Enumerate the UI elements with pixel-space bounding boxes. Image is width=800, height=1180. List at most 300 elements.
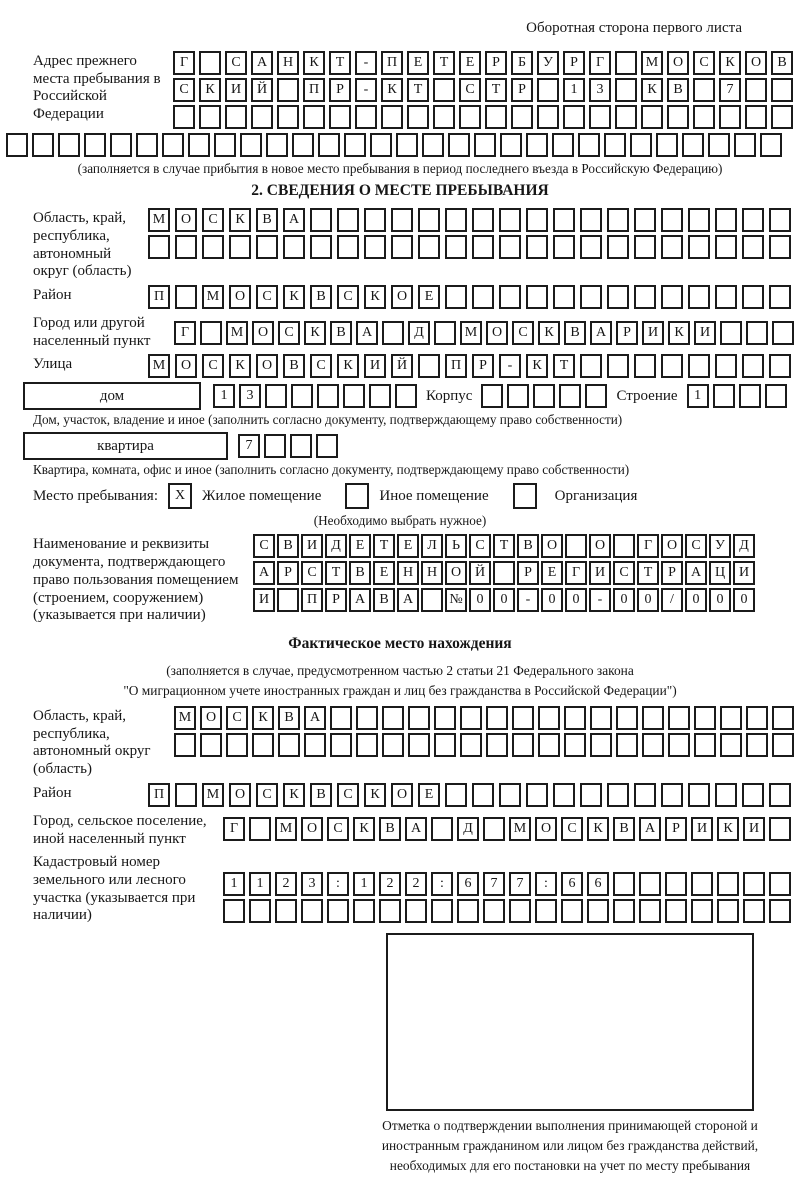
char-cell[interactable]: Т: [329, 51, 351, 75]
char-cell[interactable]: [460, 733, 482, 757]
char-cell[interactable]: [661, 208, 683, 232]
char-cell[interactable]: [290, 434, 312, 458]
char-cell[interactable]: О: [445, 561, 467, 585]
char-cell[interactable]: В: [379, 817, 401, 841]
char-cell[interactable]: М: [641, 51, 663, 75]
char-cell[interactable]: [742, 354, 764, 378]
char-cell[interactable]: Е: [373, 561, 395, 585]
char-cell[interactable]: [418, 235, 440, 259]
char-cell[interactable]: О: [175, 208, 197, 232]
char-cell[interactable]: [353, 899, 375, 923]
char-cell[interactable]: Г: [589, 51, 611, 75]
char-cell[interactable]: Г: [174, 321, 196, 345]
char-cell[interactable]: :: [431, 872, 453, 896]
char-cell[interactable]: [743, 899, 765, 923]
char-cell[interactable]: В: [564, 321, 586, 345]
char-cell[interactable]: 7: [238, 434, 260, 458]
char-cell[interactable]: М: [275, 817, 297, 841]
char-cell[interactable]: [745, 78, 767, 102]
char-cell[interactable]: [277, 588, 299, 612]
char-cell[interactable]: [391, 235, 413, 259]
char-cell[interactable]: [760, 133, 782, 157]
char-cell[interactable]: И: [642, 321, 664, 345]
char-cell[interactable]: И: [589, 561, 611, 585]
char-cell[interactable]: [512, 706, 534, 730]
char-cell[interactable]: [538, 706, 560, 730]
char-cell[interactable]: С: [561, 817, 583, 841]
char-cell[interactable]: 1: [213, 384, 235, 408]
char-cell[interactable]: С: [202, 354, 224, 378]
char-cell[interactable]: [472, 208, 494, 232]
char-cell[interactable]: [578, 133, 600, 157]
char-cell[interactable]: [214, 133, 236, 157]
char-cell[interactable]: 2: [275, 872, 297, 896]
char-cell[interactable]: [742, 235, 764, 259]
char-cell[interactable]: М: [148, 354, 170, 378]
char-cell[interactable]: [459, 105, 481, 129]
char-cell[interactable]: Е: [397, 534, 419, 558]
char-cell[interactable]: К: [381, 78, 403, 102]
char-cell[interactable]: -: [355, 51, 377, 75]
char-cell[interactable]: [715, 208, 737, 232]
char-cell[interactable]: К: [526, 354, 548, 378]
char-cell[interactable]: [688, 285, 710, 309]
char-cell[interactable]: [472, 783, 494, 807]
char-cell[interactable]: [607, 208, 629, 232]
char-cell[interactable]: Д: [408, 321, 430, 345]
checkbox-organization[interactable]: [513, 483, 537, 509]
char-cell[interactable]: [661, 354, 683, 378]
char-cell[interactable]: Л: [421, 534, 443, 558]
char-cell[interactable]: Е: [407, 51, 429, 75]
char-cell[interactable]: [304, 733, 326, 757]
char-cell[interactable]: В: [667, 78, 689, 102]
char-cell[interactable]: С: [225, 51, 247, 75]
char-cell[interactable]: О: [301, 817, 323, 841]
char-cell[interactable]: [769, 354, 791, 378]
char-cell[interactable]: /: [661, 588, 683, 612]
char-cell[interactable]: [395, 384, 417, 408]
char-cell[interactable]: [553, 285, 575, 309]
char-cell[interactable]: [175, 783, 197, 807]
char-cell[interactable]: [148, 235, 170, 259]
char-cell[interactable]: К: [229, 208, 251, 232]
char-cell[interactable]: М: [460, 321, 482, 345]
char-cell[interactable]: Е: [459, 51, 481, 75]
char-cell[interactable]: [278, 733, 300, 757]
char-cell[interactable]: Т: [433, 51, 455, 75]
char-cell[interactable]: [445, 235, 467, 259]
char-cell[interactable]: И: [733, 561, 755, 585]
char-cell[interactable]: 3: [301, 872, 323, 896]
char-cell[interactable]: Е: [349, 534, 371, 558]
char-cell[interactable]: 0: [709, 588, 731, 612]
char-cell[interactable]: [343, 384, 365, 408]
char-cell[interactable]: О: [541, 534, 563, 558]
char-cell[interactable]: [481, 384, 503, 408]
apartment-type-box[interactable]: квартира: [23, 432, 228, 460]
char-cell[interactable]: К: [229, 354, 251, 378]
char-cell[interactable]: [691, 899, 713, 923]
char-cell[interactable]: С: [685, 534, 707, 558]
char-cell[interactable]: [639, 872, 661, 896]
char-cell[interactable]: [493, 561, 515, 585]
char-cell[interactable]: 7: [509, 872, 531, 896]
char-cell[interactable]: О: [175, 354, 197, 378]
char-cell[interactable]: [613, 872, 635, 896]
char-cell[interactable]: 0: [565, 588, 587, 612]
char-cell[interactable]: К: [283, 285, 305, 309]
char-cell[interactable]: [405, 899, 427, 923]
char-cell[interactable]: В: [310, 285, 332, 309]
char-cell[interactable]: [110, 133, 132, 157]
char-cell[interactable]: [226, 733, 248, 757]
house-type-box[interactable]: дом: [23, 382, 201, 410]
char-cell[interactable]: О: [589, 534, 611, 558]
char-cell[interactable]: А: [639, 817, 661, 841]
char-cell[interactable]: И: [691, 817, 713, 841]
char-cell[interactable]: [642, 706, 664, 730]
char-cell[interactable]: А: [251, 51, 273, 75]
char-cell[interactable]: [607, 354, 629, 378]
char-cell[interactable]: В: [283, 354, 305, 378]
char-cell[interactable]: И: [301, 534, 323, 558]
char-cell[interactable]: И: [364, 354, 386, 378]
char-cell[interactable]: [356, 706, 378, 730]
char-cell[interactable]: [240, 133, 262, 157]
char-cell[interactable]: [316, 434, 338, 458]
char-cell[interactable]: [84, 133, 106, 157]
char-cell[interactable]: 0: [733, 588, 755, 612]
char-cell[interactable]: С: [327, 817, 349, 841]
char-cell[interactable]: О: [252, 321, 274, 345]
char-cell[interactable]: О: [229, 783, 251, 807]
char-cell[interactable]: С: [310, 354, 332, 378]
char-cell[interactable]: [364, 235, 386, 259]
char-cell[interactable]: [511, 105, 533, 129]
char-cell[interactable]: [771, 105, 793, 129]
char-cell[interactable]: 2: [405, 872, 427, 896]
char-cell[interactable]: [472, 285, 494, 309]
char-cell[interactable]: П: [381, 51, 403, 75]
char-cell[interactable]: [283, 235, 305, 259]
char-cell[interactable]: [771, 78, 793, 102]
char-cell[interactable]: П: [303, 78, 325, 102]
char-cell[interactable]: [162, 133, 184, 157]
char-cell[interactable]: [553, 235, 575, 259]
char-cell[interactable]: [474, 133, 496, 157]
char-cell[interactable]: [668, 733, 690, 757]
char-cell[interactable]: [772, 733, 794, 757]
char-cell[interactable]: М: [226, 321, 248, 345]
char-cell[interactable]: 0: [613, 588, 635, 612]
char-cell[interactable]: [264, 434, 286, 458]
char-cell[interactable]: [772, 321, 794, 345]
char-cell[interactable]: Г: [223, 817, 245, 841]
char-cell[interactable]: [590, 733, 612, 757]
char-cell[interactable]: В: [349, 561, 371, 585]
char-cell[interactable]: С: [469, 534, 491, 558]
char-cell[interactable]: [656, 133, 678, 157]
char-cell[interactable]: [526, 133, 548, 157]
char-cell[interactable]: П: [301, 588, 323, 612]
char-cell[interactable]: [310, 235, 332, 259]
char-cell[interactable]: [483, 899, 505, 923]
char-cell[interactable]: С: [173, 78, 195, 102]
char-cell[interactable]: С: [253, 534, 275, 558]
char-cell[interactable]: Т: [637, 561, 659, 585]
char-cell[interactable]: 0: [493, 588, 515, 612]
char-cell[interactable]: В: [310, 783, 332, 807]
char-cell[interactable]: К: [283, 783, 305, 807]
char-cell[interactable]: [641, 105, 663, 129]
char-cell[interactable]: [526, 285, 548, 309]
char-cell[interactable]: О: [667, 51, 689, 75]
char-cell[interactable]: [665, 872, 687, 896]
char-cell[interactable]: [499, 783, 521, 807]
char-cell[interactable]: [642, 733, 664, 757]
char-cell[interactable]: Й: [251, 78, 273, 102]
char-cell[interactable]: [715, 235, 737, 259]
char-cell[interactable]: С: [256, 783, 278, 807]
char-cell[interactable]: К: [719, 51, 741, 75]
char-cell[interactable]: А: [397, 588, 419, 612]
char-cell[interactable]: [634, 354, 656, 378]
char-cell[interactable]: 7: [719, 78, 741, 102]
char-cell[interactable]: [715, 285, 737, 309]
char-cell[interactable]: [717, 872, 739, 896]
char-cell[interactable]: С: [226, 706, 248, 730]
char-cell[interactable]: К: [364, 285, 386, 309]
char-cell[interactable]: Р: [563, 51, 585, 75]
char-cell[interactable]: [552, 133, 574, 157]
char-cell[interactable]: В: [277, 534, 299, 558]
char-cell[interactable]: М: [148, 208, 170, 232]
char-cell[interactable]: [199, 105, 221, 129]
char-cell[interactable]: О: [391, 285, 413, 309]
char-cell[interactable]: 0: [469, 588, 491, 612]
char-cell[interactable]: [634, 235, 656, 259]
char-cell[interactable]: [585, 384, 607, 408]
char-cell[interactable]: [251, 105, 273, 129]
char-cell[interactable]: Р: [277, 561, 299, 585]
char-cell[interactable]: [499, 235, 521, 259]
char-cell[interactable]: [472, 235, 494, 259]
char-cell[interactable]: А: [349, 588, 371, 612]
char-cell[interactable]: К: [337, 354, 359, 378]
char-cell[interactable]: 1: [563, 78, 585, 102]
char-cell[interactable]: [564, 733, 586, 757]
char-cell[interactable]: [507, 384, 529, 408]
char-cell[interactable]: С: [459, 78, 481, 102]
char-cell[interactable]: [746, 706, 768, 730]
char-cell[interactable]: [691, 872, 713, 896]
char-cell[interactable]: Т: [485, 78, 507, 102]
char-cell[interactable]: [431, 817, 453, 841]
char-cell[interactable]: И: [225, 78, 247, 102]
char-cell[interactable]: -: [355, 78, 377, 102]
char-cell[interactable]: [616, 706, 638, 730]
char-cell[interactable]: С: [278, 321, 300, 345]
char-cell[interactable]: [587, 899, 609, 923]
char-cell[interactable]: К: [717, 817, 739, 841]
char-cell[interactable]: С: [512, 321, 534, 345]
char-cell[interactable]: [634, 783, 656, 807]
char-cell[interactable]: [292, 133, 314, 157]
char-cell[interactable]: 6: [457, 872, 479, 896]
char-cell[interactable]: [330, 733, 352, 757]
char-cell[interactable]: В: [278, 706, 300, 730]
char-cell[interactable]: Н: [277, 51, 299, 75]
char-cell[interactable]: [607, 783, 629, 807]
char-cell[interactable]: [615, 105, 637, 129]
char-cell[interactable]: В: [613, 817, 635, 841]
char-cell[interactable]: [533, 384, 555, 408]
char-cell[interactable]: Ь: [445, 534, 467, 558]
char-cell[interactable]: А: [304, 706, 326, 730]
char-cell[interactable]: О: [486, 321, 508, 345]
char-cell[interactable]: [301, 899, 323, 923]
char-cell[interactable]: А: [590, 321, 612, 345]
char-cell[interactable]: О: [200, 706, 222, 730]
char-cell[interactable]: К: [538, 321, 560, 345]
char-cell[interactable]: [739, 384, 761, 408]
char-cell[interactable]: [713, 384, 735, 408]
char-cell[interactable]: Т: [325, 561, 347, 585]
char-cell[interactable]: [486, 733, 508, 757]
char-cell[interactable]: [694, 733, 716, 757]
char-cell[interactable]: Р: [661, 561, 683, 585]
char-cell[interactable]: [553, 208, 575, 232]
char-cell[interactable]: [769, 899, 791, 923]
char-cell[interactable]: [460, 706, 482, 730]
char-cell[interactable]: Т: [493, 534, 515, 558]
char-cell[interactable]: [175, 285, 197, 309]
char-cell[interactable]: К: [353, 817, 375, 841]
char-cell[interactable]: [682, 133, 704, 157]
checkbox-other-premises[interactable]: [345, 483, 369, 509]
char-cell[interactable]: [743, 872, 765, 896]
char-cell[interactable]: [590, 706, 612, 730]
char-cell[interactable]: [448, 133, 470, 157]
char-cell[interactable]: М: [174, 706, 196, 730]
char-cell[interactable]: С: [202, 208, 224, 232]
char-cell[interactable]: [457, 899, 479, 923]
char-cell[interactable]: [408, 733, 430, 757]
char-cell[interactable]: [434, 733, 456, 757]
char-cell[interactable]: [715, 354, 737, 378]
char-cell[interactable]: 0: [685, 588, 707, 612]
char-cell[interactable]: Ц: [709, 561, 731, 585]
char-cell[interactable]: [720, 321, 742, 345]
char-cell[interactable]: Р: [665, 817, 687, 841]
char-cell[interactable]: 1: [223, 872, 245, 896]
char-cell[interactable]: [526, 235, 548, 259]
char-cell[interactable]: [667, 105, 689, 129]
char-cell[interactable]: [252, 733, 274, 757]
char-cell[interactable]: 6: [561, 872, 583, 896]
char-cell[interactable]: Й: [391, 354, 413, 378]
char-cell[interactable]: [317, 384, 339, 408]
char-cell[interactable]: Н: [421, 561, 443, 585]
char-cell[interactable]: В: [330, 321, 352, 345]
char-cell[interactable]: [433, 105, 455, 129]
char-cell[interactable]: [615, 51, 637, 75]
char-cell[interactable]: [639, 899, 661, 923]
char-cell[interactable]: [382, 321, 404, 345]
char-cell[interactable]: Р: [616, 321, 638, 345]
char-cell[interactable]: [538, 733, 560, 757]
char-cell[interactable]: А: [685, 561, 707, 585]
char-cell[interactable]: [688, 235, 710, 259]
char-cell[interactable]: С: [337, 783, 359, 807]
char-cell[interactable]: С: [693, 51, 715, 75]
char-cell[interactable]: К: [641, 78, 663, 102]
char-cell[interactable]: В: [517, 534, 539, 558]
char-cell[interactable]: [421, 588, 443, 612]
char-cell[interactable]: [445, 783, 467, 807]
char-cell[interactable]: [434, 706, 456, 730]
char-cell[interactable]: П: [148, 285, 170, 309]
char-cell[interactable]: [693, 105, 715, 129]
char-cell[interactable]: М: [202, 783, 224, 807]
char-cell[interactable]: [580, 208, 602, 232]
char-cell[interactable]: У: [537, 51, 559, 75]
char-cell[interactable]: [58, 133, 80, 157]
char-cell[interactable]: [229, 235, 251, 259]
char-cell[interactable]: [174, 733, 196, 757]
char-cell[interactable]: [715, 783, 737, 807]
char-cell[interactable]: Е: [418, 783, 440, 807]
char-cell[interactable]: [327, 899, 349, 923]
char-cell[interactable]: [561, 899, 583, 923]
char-cell[interactable]: [379, 899, 401, 923]
char-cell[interactable]: [344, 133, 366, 157]
char-cell[interactable]: [688, 354, 710, 378]
char-cell[interactable]: [535, 899, 557, 923]
char-cell[interactable]: [200, 733, 222, 757]
char-cell[interactable]: [275, 899, 297, 923]
char-cell[interactable]: [355, 105, 377, 129]
char-cell[interactable]: :: [327, 872, 349, 896]
char-cell[interactable]: Т: [407, 78, 429, 102]
char-cell[interactable]: [742, 783, 764, 807]
char-cell[interactable]: В: [256, 208, 278, 232]
char-cell[interactable]: [175, 235, 197, 259]
char-cell[interactable]: Г: [637, 534, 659, 558]
char-cell[interactable]: [277, 78, 299, 102]
char-cell[interactable]: [742, 285, 764, 309]
char-cell[interactable]: О: [229, 285, 251, 309]
char-cell[interactable]: :: [535, 872, 557, 896]
char-cell[interactable]: [765, 384, 787, 408]
char-cell[interactable]: Т: [553, 354, 575, 378]
char-cell[interactable]: Е: [418, 285, 440, 309]
char-cell[interactable]: 0: [637, 588, 659, 612]
char-cell[interactable]: [769, 783, 791, 807]
char-cell[interactable]: [564, 706, 586, 730]
char-cell[interactable]: Р: [511, 78, 533, 102]
char-cell[interactable]: [408, 706, 430, 730]
char-cell[interactable]: [734, 133, 756, 157]
char-cell[interactable]: Е: [541, 561, 563, 585]
char-cell[interactable]: [225, 105, 247, 129]
char-cell[interactable]: 1: [687, 384, 709, 408]
char-cell[interactable]: [370, 133, 392, 157]
char-cell[interactable]: [445, 285, 467, 309]
char-cell[interactable]: В: [771, 51, 793, 75]
char-cell[interactable]: [369, 384, 391, 408]
